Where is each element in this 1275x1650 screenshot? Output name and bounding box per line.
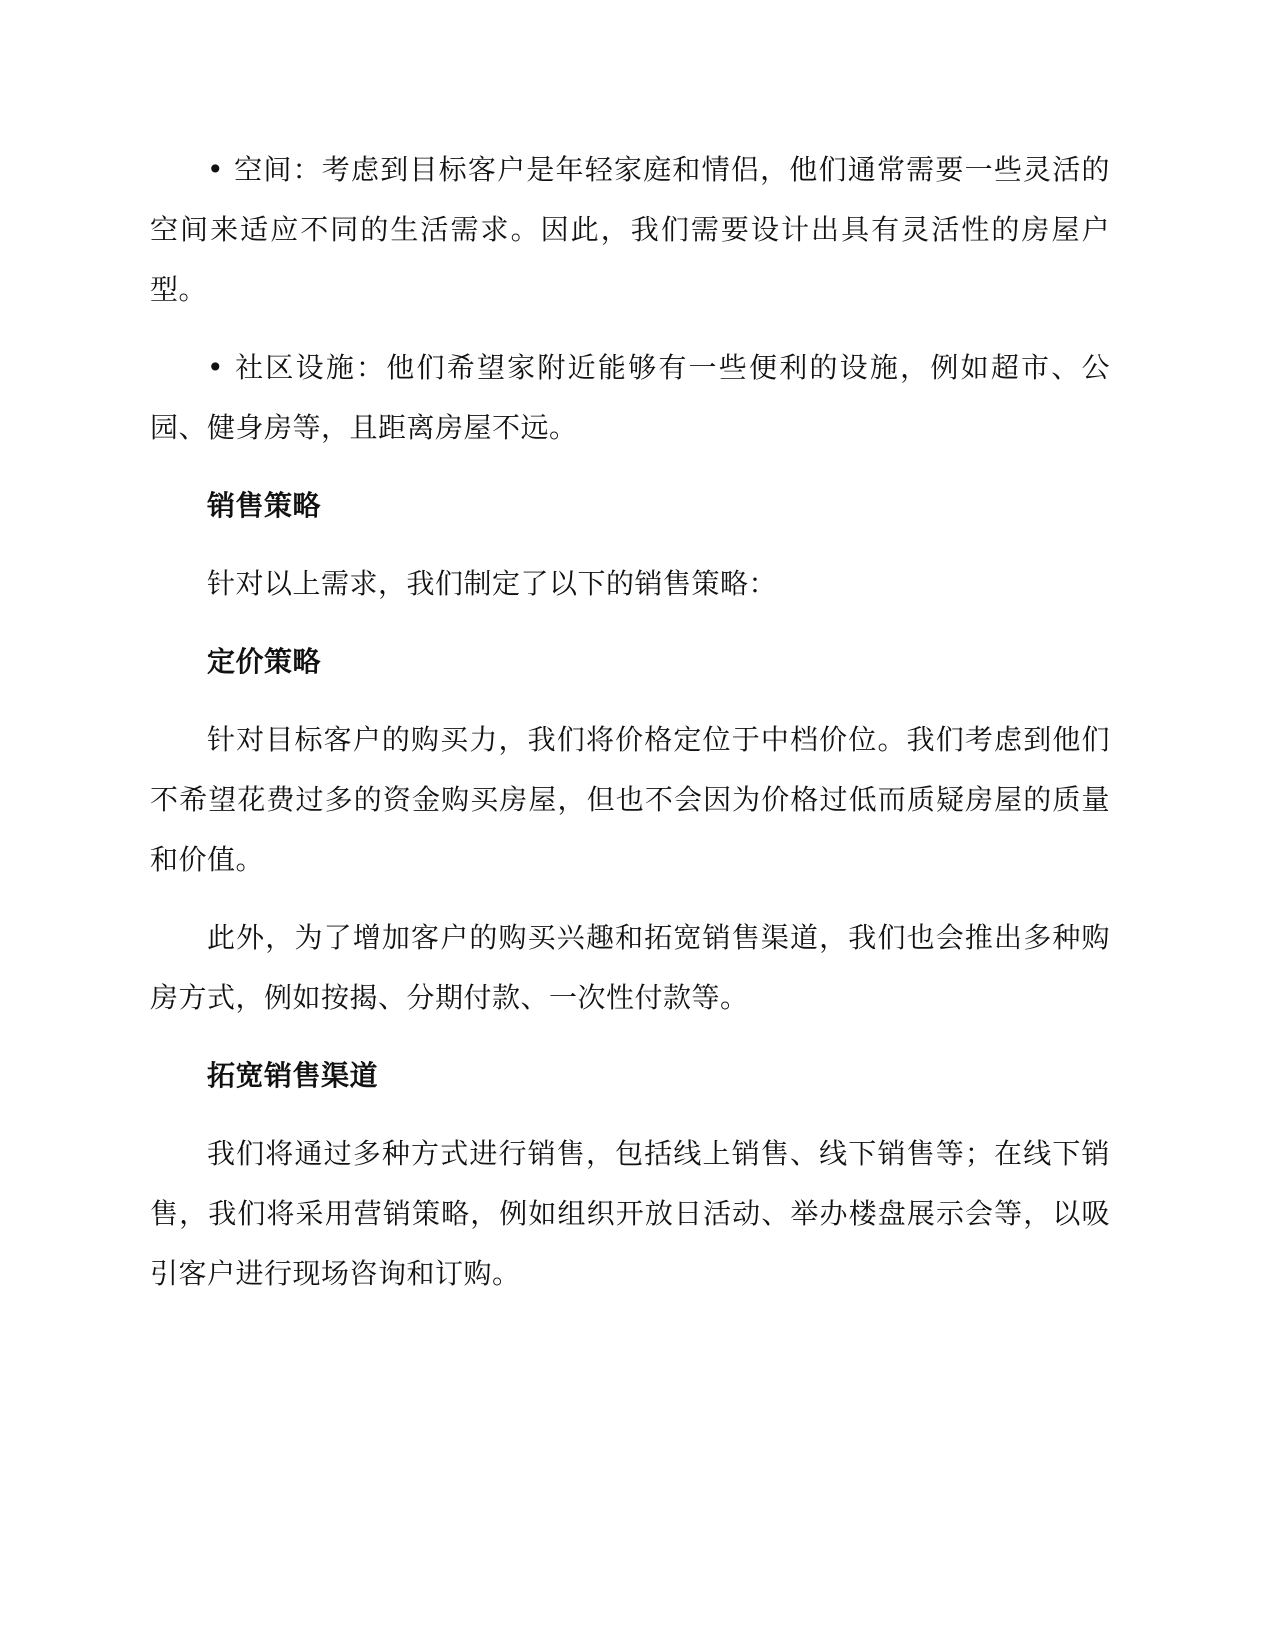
para-pricing-1: 针对目标客户的购买力，我们将价格定位于中档价位。我们考虑到他们不希望花费过多的资金购买房屋，但也不会因为价格过低而质疑房屋的质量和价值。 [150, 723, 1110, 876]
heading-pricing-strategy: 定价策略 [207, 645, 322, 678]
bullet-community: • 社区设施：他们希望家附近能够有一些便利的设施，例如超市、公园、健身房等，且距离房屋不远。 [150, 351, 1110, 444]
para-channels: 我们将通过多种方式进行销售，包括线上销售、线下销售等；在线下销售，我们将采用营销策略，例如组织开放日活动、举办楼盘展示会等，以吸引客户进行现场咨询和订购。 [150, 1137, 1110, 1290]
heading-sales-strategy: 销售策略 [207, 489, 322, 522]
document-body [150, 140, 1110, 1322]
para-sales-intro: 针对以上需求，我们制定了以下的销售策略： [207, 567, 778, 600]
bullet-space: • 空间：考虑到目标客户是年轻家庭和情侣，他们通常需要一些灵活的空间来适应不同的生活需求。因此，我们需要设计出具有灵活性的房屋户型。 [150, 153, 1110, 306]
para-pricing-2: 此外，为了增加客户的购买兴趣和拓宽销售渠道，我们也会推出多种购房方式，例如按揭、分期付款、一次性付款等。 [150, 921, 1110, 1014]
heading-channels: 拓宽销售渠道 [207, 1059, 379, 1092]
